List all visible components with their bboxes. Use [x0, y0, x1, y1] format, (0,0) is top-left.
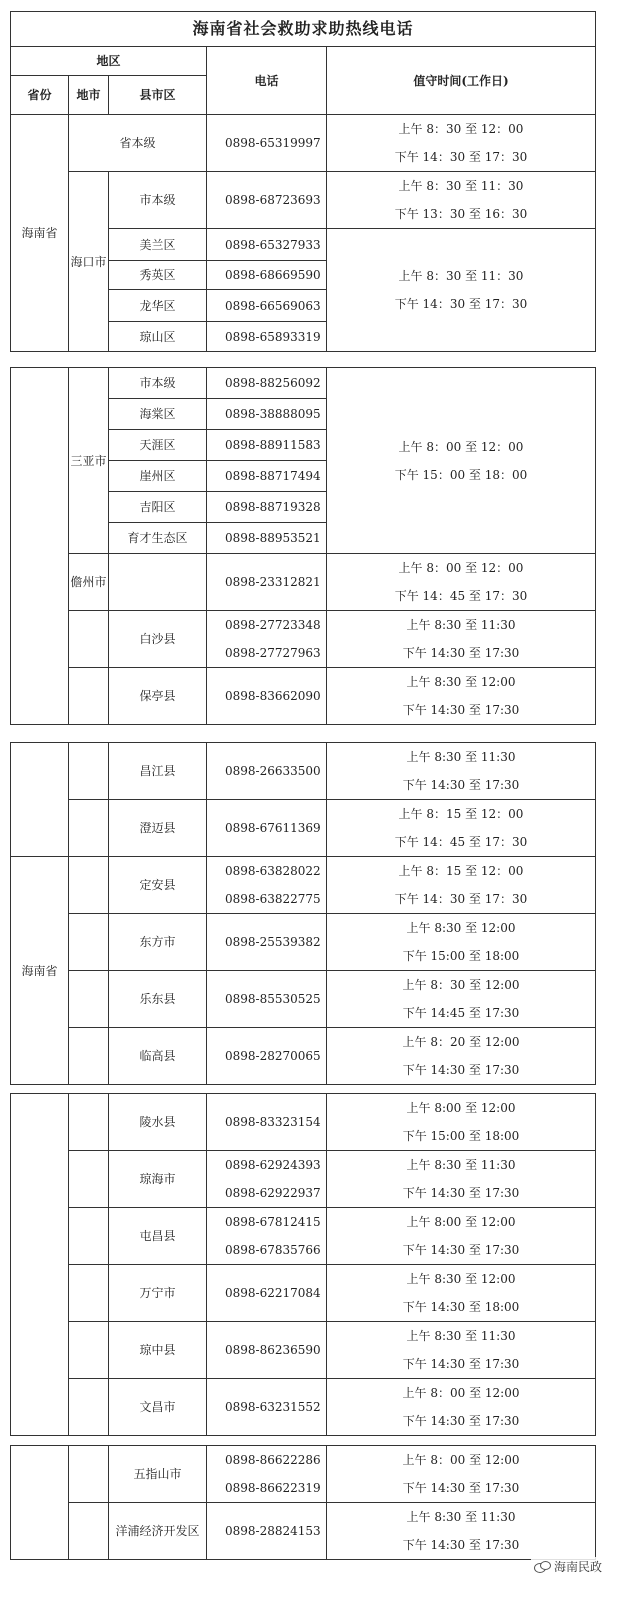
- county-cell: 万宁市: [109, 1265, 207, 1322]
- phone-cell: 0898-85530525: [207, 971, 327, 1028]
- hours-cell: 上午 8:30 至 11:30 下午 14:30 至 17:30: [327, 743, 596, 800]
- city-cell: [69, 1503, 109, 1560]
- hours-cell: 上午 8:00 至 12:00 下午 15:00 至 18:00: [327, 1094, 596, 1151]
- table-row: [11, 1265, 596, 1322]
- county-cell: 澄迈县: [109, 800, 207, 857]
- county-cell: 文昌市: [109, 1379, 207, 1436]
- table-row: [11, 857, 596, 914]
- county-cell: 市本级: [109, 368, 207, 399]
- province-cell: [11, 743, 69, 857]
- hours-cell: 上午 8：30 至 12：00 下午 14：30 至 17：30: [327, 115, 596, 172]
- hours-cell: 上午 8:30 至 12:00 下午 14:30 至 17:30: [327, 668, 596, 725]
- table-row: [11, 1094, 596, 1151]
- phone-cell: 0898-86622286 0898-86622319: [207, 1446, 327, 1503]
- table-row: [11, 368, 596, 399]
- phone-cell: 0898-88717494: [207, 461, 327, 492]
- table-row: [11, 1208, 596, 1265]
- hours-cell: 上午 8：30 至 11：30 下午 13：30 至 16：30: [327, 172, 596, 229]
- phone-cell: 0898-28270065: [207, 1028, 327, 1085]
- phone-cell: 0898-63231552: [207, 1379, 327, 1436]
- table-row: [11, 1379, 596, 1436]
- phone-cell: 0898-68669590: [207, 261, 327, 290]
- hotline-table-5: [10, 1445, 596, 1560]
- phone-cell: 0898-26633500: [207, 743, 327, 800]
- table-row: [11, 1322, 596, 1379]
- phone-cell: 0898-38888095: [207, 399, 327, 430]
- county-cell: 美兰区: [109, 229, 207, 261]
- city-cell: [69, 800, 109, 857]
- province-cell: [11, 1094, 69, 1436]
- phone-cell: 0898-62924393 0898-62922937: [207, 1151, 327, 1208]
- header-hours: 值守时间(工作日): [327, 47, 596, 115]
- table-block-4: [10, 1093, 596, 1436]
- city-cell: 儋州市: [69, 554, 109, 611]
- county-cell: 白沙县: [109, 611, 207, 668]
- phone-cell: 0898-62217084: [207, 1265, 327, 1322]
- province-cell: [11, 1446, 69, 1560]
- table-row: [11, 1446, 596, 1503]
- hours-cell: 上午 8:30 至 11:30 下午 14:30 至 17:30: [327, 1322, 596, 1379]
- table-row: [11, 800, 596, 857]
- table-block-5: [10, 1445, 596, 1560]
- city-cell: 海口市: [69, 172, 109, 352]
- header-phone: 电话: [207, 47, 327, 115]
- county-cell: [109, 554, 207, 611]
- watermark: [531, 1557, 605, 1576]
- hours-cell: 上午 8：15 至 12：00 下午 14：45 至 17：30: [327, 800, 596, 857]
- hours-cell: 上午 8:30 至 11:30 下午 14:30 至 17:30: [327, 611, 596, 668]
- page-title: 海南省社会救助求助热线电话: [11, 12, 596, 47]
- hours-cell: 上午 8：30 至 12:00 下午 14:45 至 17:30: [327, 971, 596, 1028]
- county-cell: 省本级: [69, 115, 207, 172]
- phone-cell: 0898-67611369: [207, 800, 327, 857]
- city-cell: [69, 857, 109, 914]
- phone-cell: 0898-63828022 0898-63822775: [207, 857, 327, 914]
- city-cell: [69, 611, 109, 668]
- county-cell: 五指山市: [109, 1446, 207, 1503]
- header-region: 地区: [11, 47, 207, 76]
- phone-cell: 0898-88911583: [207, 430, 327, 461]
- county-cell: 琼海市: [109, 1151, 207, 1208]
- hours-cell: 上午 8:30 至 12:00 下午 15:00 至 18:00: [327, 914, 596, 971]
- city-cell: [69, 914, 109, 971]
- city-cell: [69, 1265, 109, 1322]
- hours-cell: 上午 8：20 至 12:00 下午 14:30 至 17:30: [327, 1028, 596, 1085]
- county-cell: 琼山区: [109, 322, 207, 352]
- city-cell: [69, 1094, 109, 1151]
- hours-cell: 上午 8：00 至 12:00 下午 14:30 至 17:30: [327, 1446, 596, 1503]
- hours-cell: 上午 8:00 至 12:00 下午 14:30 至 17:30: [327, 1208, 596, 1265]
- table-row: [11, 1503, 596, 1560]
- phone-cell: 0898-86236590: [207, 1322, 327, 1379]
- county-cell: 育才生态区: [109, 523, 207, 554]
- county-cell: 市本级: [109, 172, 207, 229]
- phone-cell: 0898-28824153: [207, 1503, 327, 1560]
- hotline-table-2: [10, 367, 596, 725]
- city-cell: [69, 743, 109, 800]
- province-cell: 海南省: [11, 857, 69, 1085]
- phone-cell: 0898-88719328: [207, 492, 327, 523]
- county-cell: 洋浦经济开发区: [109, 1503, 207, 1560]
- phone-cell: 0898-66569063: [207, 290, 327, 322]
- county-cell: 屯昌县: [109, 1208, 207, 1265]
- header-county: 县市区: [109, 76, 207, 115]
- table-row: [11, 1151, 596, 1208]
- table-row: [11, 668, 596, 725]
- hours-cell: 上午 8：00 至 12：00 下午 15：00 至 18：00: [327, 368, 596, 554]
- county-cell: 天涯区: [109, 430, 207, 461]
- phone-cell: 0898-83662090: [207, 668, 327, 725]
- phone-cell: 0898-65327933: [207, 229, 327, 261]
- phone-cell: 0898-23312821: [207, 554, 327, 611]
- phone-cell: 0898-65319997: [207, 115, 327, 172]
- table-row: [11, 554, 596, 611]
- table-row: [11, 115, 596, 172]
- hours-cell: 上午 8：00 至 12：00 下午 14：45 至 17：30: [327, 554, 596, 611]
- city-cell: [69, 1208, 109, 1265]
- county-cell: 保亭县: [109, 668, 207, 725]
- header-city: 地市: [69, 76, 109, 115]
- table-row: [11, 1028, 596, 1085]
- county-cell: 海棠区: [109, 399, 207, 430]
- hotline-table-4: [10, 1093, 596, 1436]
- table-block-1: [10, 11, 596, 352]
- county-cell: 吉阳区: [109, 492, 207, 523]
- hours-cell: 上午 8:30 至 11:30 下午 14:30 至 17:30: [327, 1503, 596, 1560]
- city-cell: [69, 1322, 109, 1379]
- city-cell: [69, 1379, 109, 1436]
- hours-cell: 上午 8：30 至 11：30 下午 14：30 至 17：30: [327, 229, 596, 352]
- phone-cell: 0898-88953521: [207, 523, 327, 554]
- county-cell: 琼中县: [109, 1322, 207, 1379]
- wechat-icon: [534, 1561, 550, 1573]
- county-cell: 龙华区: [109, 290, 207, 322]
- county-cell: 陵水县: [109, 1094, 207, 1151]
- county-cell: 秀英区: [109, 261, 207, 290]
- phone-cell: 0898-88256092: [207, 368, 327, 399]
- table-block-2: [10, 367, 596, 725]
- phone-cell: 0898-27723348 0898-27727963: [207, 611, 327, 668]
- county-cell: 崖州区: [109, 461, 207, 492]
- phone-cell: 0898-83323154: [207, 1094, 327, 1151]
- city-cell: [69, 1028, 109, 1085]
- county-cell: 昌江县: [109, 743, 207, 800]
- hours-cell: 上午 8：15 至 12：00 下午 14：30 至 17：30: [327, 857, 596, 914]
- hours-cell: 上午 8：00 至 12:00 下午 14:30 至 17:30: [327, 1379, 596, 1436]
- phone-cell: 0898-25539382: [207, 914, 327, 971]
- table-row: [11, 611, 596, 668]
- city-cell: [69, 1446, 109, 1503]
- table-row: [11, 971, 596, 1028]
- city-cell: [69, 668, 109, 725]
- hours-cell: 上午 8:30 至 12:00 下午 14:30 至 18:00: [327, 1265, 596, 1322]
- hotline-table-1: [10, 11, 596, 352]
- city-cell: [69, 971, 109, 1028]
- table-row: [11, 743, 596, 800]
- province-cell: [11, 368, 69, 725]
- county-cell: 定安县: [109, 857, 207, 914]
- phone-cell: 0898-65893319: [207, 322, 327, 352]
- province-cell: 海南省: [11, 115, 69, 352]
- county-cell: 东方市: [109, 914, 207, 971]
- hours-cell: 上午 8:30 至 11:30 下午 14:30 至 17:30: [327, 1151, 596, 1208]
- county-cell: 临高县: [109, 1028, 207, 1085]
- watermark-text: 海南民政: [553, 1560, 602, 1574]
- hotline-table-3: [10, 742, 596, 1085]
- table-block-3: [10, 742, 596, 1085]
- phone-cell: 0898-68723693: [207, 172, 327, 229]
- table-row: [11, 172, 596, 229]
- city-cell: 三亚市: [69, 368, 109, 554]
- header-province: 省份: [11, 76, 69, 115]
- phone-cell: 0898-67812415 0898-67835766: [207, 1208, 327, 1265]
- county-cell: 乐东县: [109, 971, 207, 1028]
- city-cell: [69, 1151, 109, 1208]
- table-row: [11, 914, 596, 971]
